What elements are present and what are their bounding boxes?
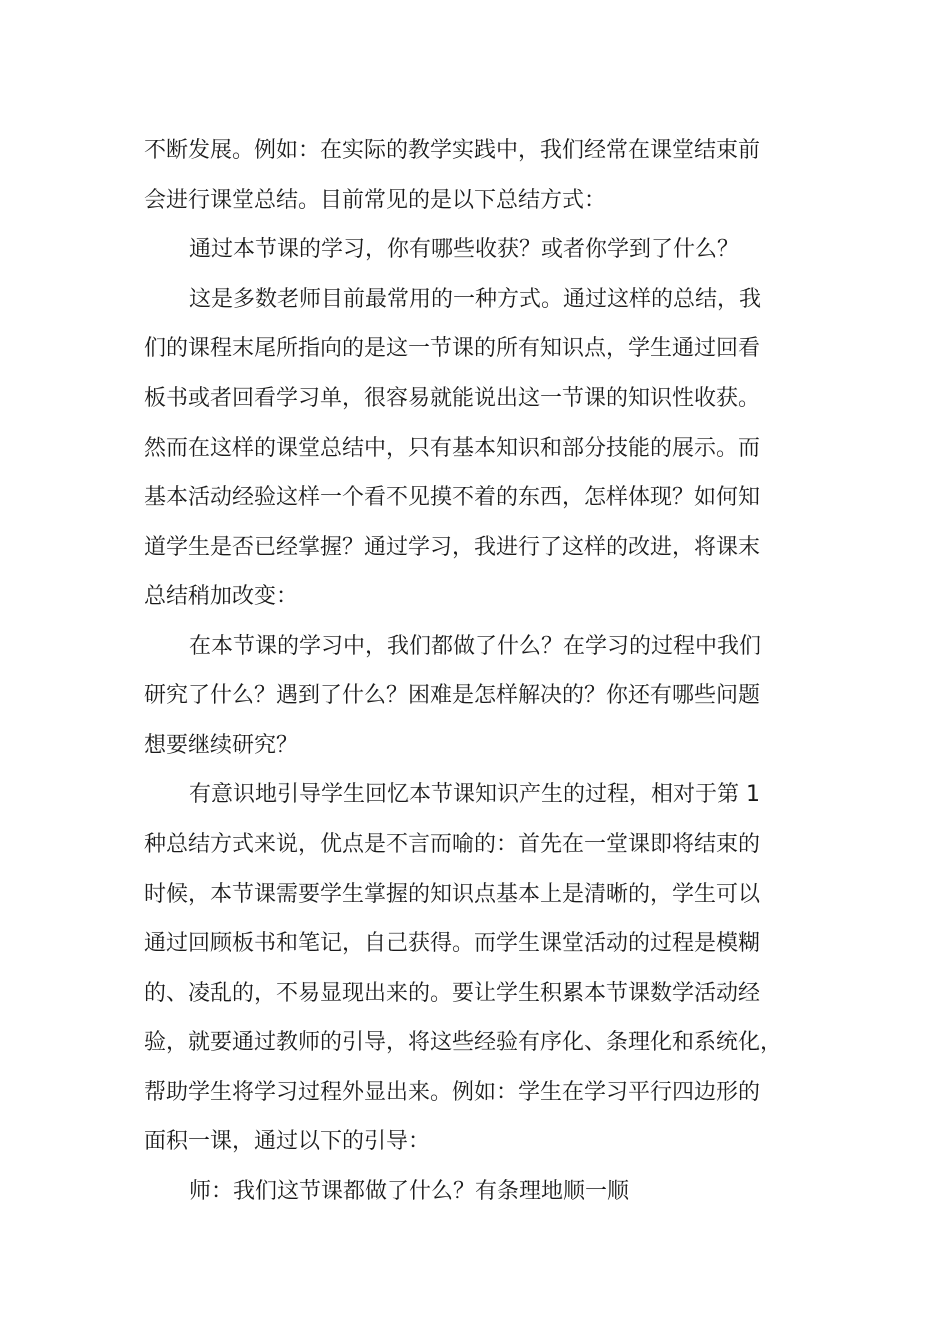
text-line: 在本节课的学习中，我们都做了什么？在学习的过程中我们	[189, 634, 762, 659]
text-line: 的、凌乱的，不易显现出来的。要让学生积累本节课数学活动经	[144, 981, 761, 1006]
text-line: 面积一课，通过以下的引导：	[144, 1129, 431, 1154]
text-line: 然而在这样的课堂总结中，只有基本知识和部分技能的展示。而	[144, 436, 761, 461]
text-line: 基本活动经验这样一个看不见摸不着的东西，怎样体现？如何知	[144, 485, 761, 510]
text-line: 有意识地引导学生回忆本节课知识产生的过程，相对于第 1	[189, 782, 760, 807]
text-line: 想要继续研究？	[144, 733, 299, 758]
text-line: 不断发展。例如：在实际的教学实践中，我们经常在课堂结束前	[144, 138, 761, 163]
text-line: 道学生是否已经掌握？通过学习，我进行了这样的改进，将课末	[144, 535, 761, 560]
text-line: 这是多数老师目前最常用的一种方式。通过这样的总结，我	[189, 287, 762, 312]
text-line: 师：我们这节课都做了什么？有条理地顺一顺	[189, 1179, 630, 1204]
text-line: 通过本节课的学习，你有哪些收获？或者你学到了什么？	[189, 237, 740, 262]
text-line: 板书或者回看学习单，很容易就能说出这一节课的知识性收获。	[144, 386, 761, 411]
text-line: 们的课程末尾所指向的是这一节课的所有知识点，学生通过回看	[144, 336, 761, 361]
text-line: 通过回顾板书和笔记，自己获得。而学生课堂活动的过程是模糊	[144, 931, 761, 956]
text-line: 总结稍加改变：	[144, 584, 299, 609]
text-line: 验，就要通过教师的引导，将这些经验有序化、条理化和系统化，	[144, 1030, 783, 1055]
text-line: 种总结方式来说，优点是不言而喻的：首先在一堂课即将结束的	[144, 832, 761, 857]
text-line: 时候，本节课需要学生掌握的知识点基本上是清晰的，学生可以	[144, 882, 761, 907]
text-line: 会进行课堂总结。目前常见的是以下总结方式：	[144, 188, 607, 213]
text-line: 研究了什么？遇到了什么？困难是怎样解决的？你还有哪些问题	[144, 683, 761, 708]
text-line: 帮助学生将学习过程外显出来。例如：学生在学习平行四边形的	[144, 1080, 761, 1105]
